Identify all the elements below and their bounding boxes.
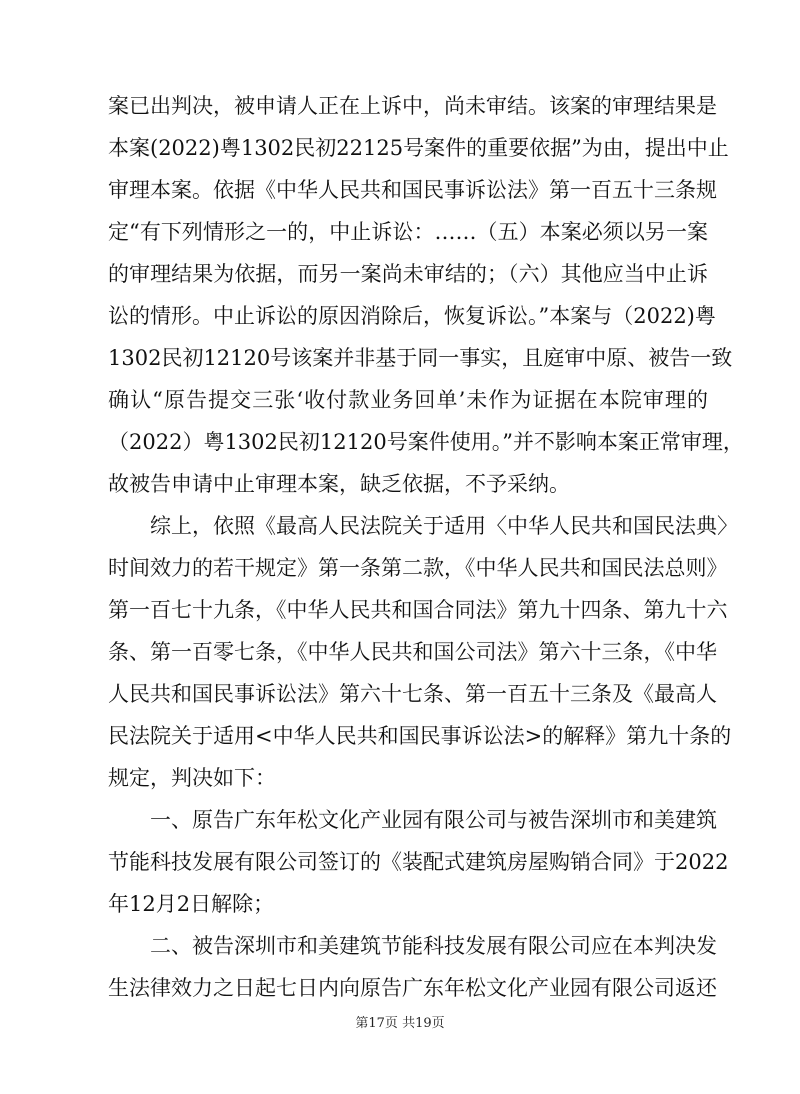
text-line: 生法律效力之日起七日内向原告广东年松文化产业园有限公司返还	[108, 976, 717, 1000]
text-line: 节能科技发展有限公司签订的《装配式建筑房屋购销合同》于2022	[108, 850, 729, 874]
text-line: 故被告申请中止审理本案，缺乏依据，不予采纳。	[108, 472, 570, 496]
text-line: 规定，判决如下：	[108, 766, 276, 790]
text-line: 时间效力的若干规定》第一条第二款，《中华人民共和国民法总则》	[108, 556, 728, 580]
text-line: 一、原告广东年松文化产业园有限公司与被告深圳市和美建筑	[150, 808, 717, 832]
document-body	[108, 85, 744, 1009]
text-line: 1302民初12120号该案并非基于同一事实，且庭审中原、被告一致	[108, 346, 733, 370]
text-line: 本案(2022)粤1302民初22125号案件的重要依据”为由，提出中止	[108, 136, 729, 160]
text-line: 案已出判决，被申请人正在上诉中，尚未审结。该案的审理结果是	[108, 94, 717, 118]
text-line: 二、被告深圳市和美建筑节能科技发展有限公司应在本判决发	[150, 934, 717, 958]
text-line: 综上，依照《最高人民法院关于适用〈中华人民共和国民法典〉	[150, 514, 738, 538]
text-line: （2022）粤1302民初12120号案件使用。”并不影响本案正常审理，	[108, 430, 744, 454]
text-line: 的审理结果为依据，而另一案尚未审结的；（六）其他应当中止诉	[108, 262, 708, 286]
page-number-footer: 第17页 共19页	[355, 1016, 445, 1031]
text-line: 审理本案。依据《中华人民共和国民事诉讼法》第一百五十三条规	[108, 178, 717, 202]
text-line: 定“有下列情形之一的，中止诉讼：……（五）本案必须以另一案	[108, 220, 708, 244]
text-line: 年12月2日解除；	[108, 892, 275, 916]
text-line: 人民共和国民事诉讼法》第六十七条、第一百五十三条及《最高人	[108, 682, 717, 706]
text-line: 民法院关于适用<中华人民共和国民事诉讼法>的解释》第九十条的	[108, 724, 732, 748]
text-line: 条、第一百零七条，《中华人民共和国公司法》第六十三条，《中华	[108, 640, 717, 664]
text-line: 确认“原告提交三张‘收付款业务回单’未作为证据在本院审理的	[108, 388, 708, 412]
text-line: 讼的情形。中止诉讼的原因消除后，恢复诉讼。”本案与（2022)粤	[108, 304, 716, 328]
text-line: 第一百七十九条，《中华人民共和国合同法》第九十四条、第九十六	[108, 598, 728, 622]
